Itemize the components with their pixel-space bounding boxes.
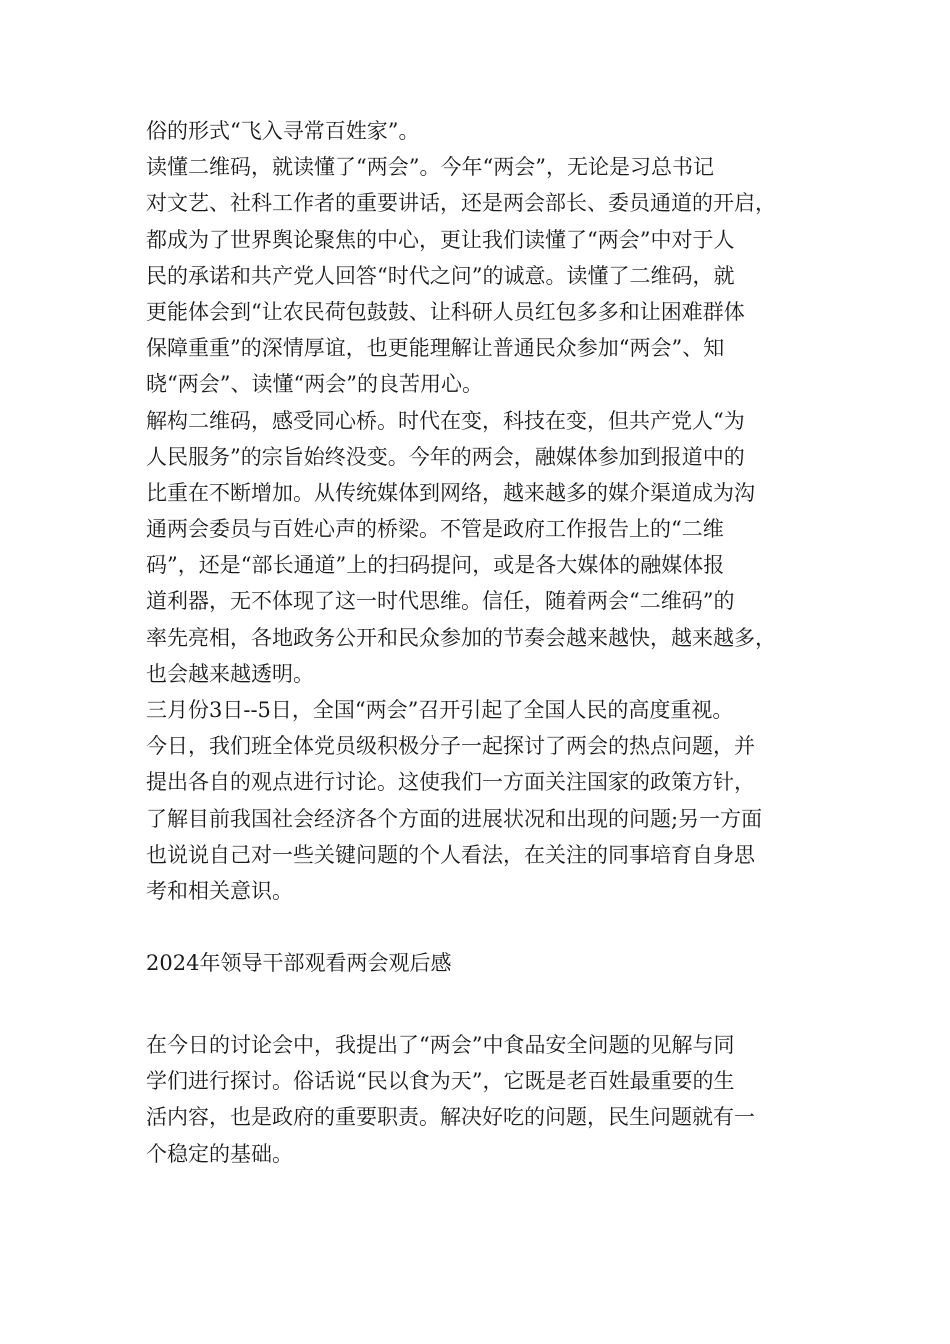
text-line: 码”，还是“部长通道”上的扫码提问，或是各大媒体的融媒体报 — [146, 553, 725, 578]
text-line: 保障重重”的深情厚谊，也更能理解让普通民众参加“两会”、知 — [146, 336, 725, 361]
text-line: 人民服务”的宗旨始终没变。今年的两会，融媒体参加到报道中的 — [146, 444, 745, 469]
text-line: 都成为了世界舆论聚焦的中心，更让我们读懂了“两会”中对于人 — [146, 227, 735, 252]
text-line: 率先亮相，各地政务公开和民众参加的节奏会越来越快，越来越多， — [146, 625, 776, 650]
section-heading: 2024年领导干部观看两会观后感 — [146, 951, 452, 975]
text-line: 比重在不断增加。从传统媒体到网络，越来越多的媒介渠道成为沟 — [146, 480, 755, 505]
text-line: 在今日的讨论会中，我提出了“两会”中食品安全问题的见解与同 — [146, 1033, 735, 1057]
text-line: 解构二维码，感受同心桥。时代在变，科技在变，但共产党人“为 — [146, 408, 745, 433]
text-line: 活内容，也是政府的重要职责。解决好吃的问题，民生问题就有一 — [146, 1105, 755, 1130]
text-line: 更能体会到“让农民荷包鼓鼓、让科研人员红包多多和让困难群体 — [146, 299, 745, 324]
text-line: 个稳定的基础。 — [146, 1141, 293, 1166]
text-line: 今日，我们班全体党员级积极分子一起探讨了两会的热点问题，并 — [146, 734, 755, 759]
text-line: 提出各自的观点进行讨论。这使我们一方面关注国家的政策方针， — [146, 770, 755, 795]
text-line: 考和相关意识。 — [146, 878, 293, 903]
text-line: 读懂二维码，就读懂了“两会”。今年“两会”，无论是习总书记 — [146, 155, 714, 180]
body-text-block-1 — [146, 113, 826, 909]
text-line: 了解目前我国社会经济各个方面的进展状况和出现的问题;另一方面 — [146, 806, 763, 831]
text-line: 学们进行探讨。俗话说“民以食为天”，它既是老百姓最重要的生 — [146, 1069, 735, 1094]
text-line: 对文艺、社科工作者的重要讲话，还是两会部长、委员通道的开启， — [146, 191, 776, 216]
text-line: 也说说自己对一些关键问题的个人看法，在关注的同事培育自身思 — [146, 842, 755, 867]
body-text-block-2 — [146, 1027, 826, 1172]
text-line: 三月份3日--5日，全国“两会”召开引起了全国人民的高度重视。 — [146, 698, 734, 722]
text-line: 道利器，无不体现了这一时代思维。信任，随着两会“二维码”的 — [146, 589, 735, 614]
text-line: 俗的形式“飞入寻常百姓家”。 — [146, 119, 420, 143]
text-line: 通两会委员与百姓心声的桥梁。不管是政府工作报告上的“二维 — [146, 517, 724, 542]
text-line: 民的承诺和共产党人回答“时代之问”的诚意。读懂了二维码，就 — [146, 263, 735, 288]
text-line: 晓“两会”、读懂“两会”的良苦用心。 — [146, 372, 483, 397]
text-line: 也会越来越透明。 — [146, 661, 314, 686]
